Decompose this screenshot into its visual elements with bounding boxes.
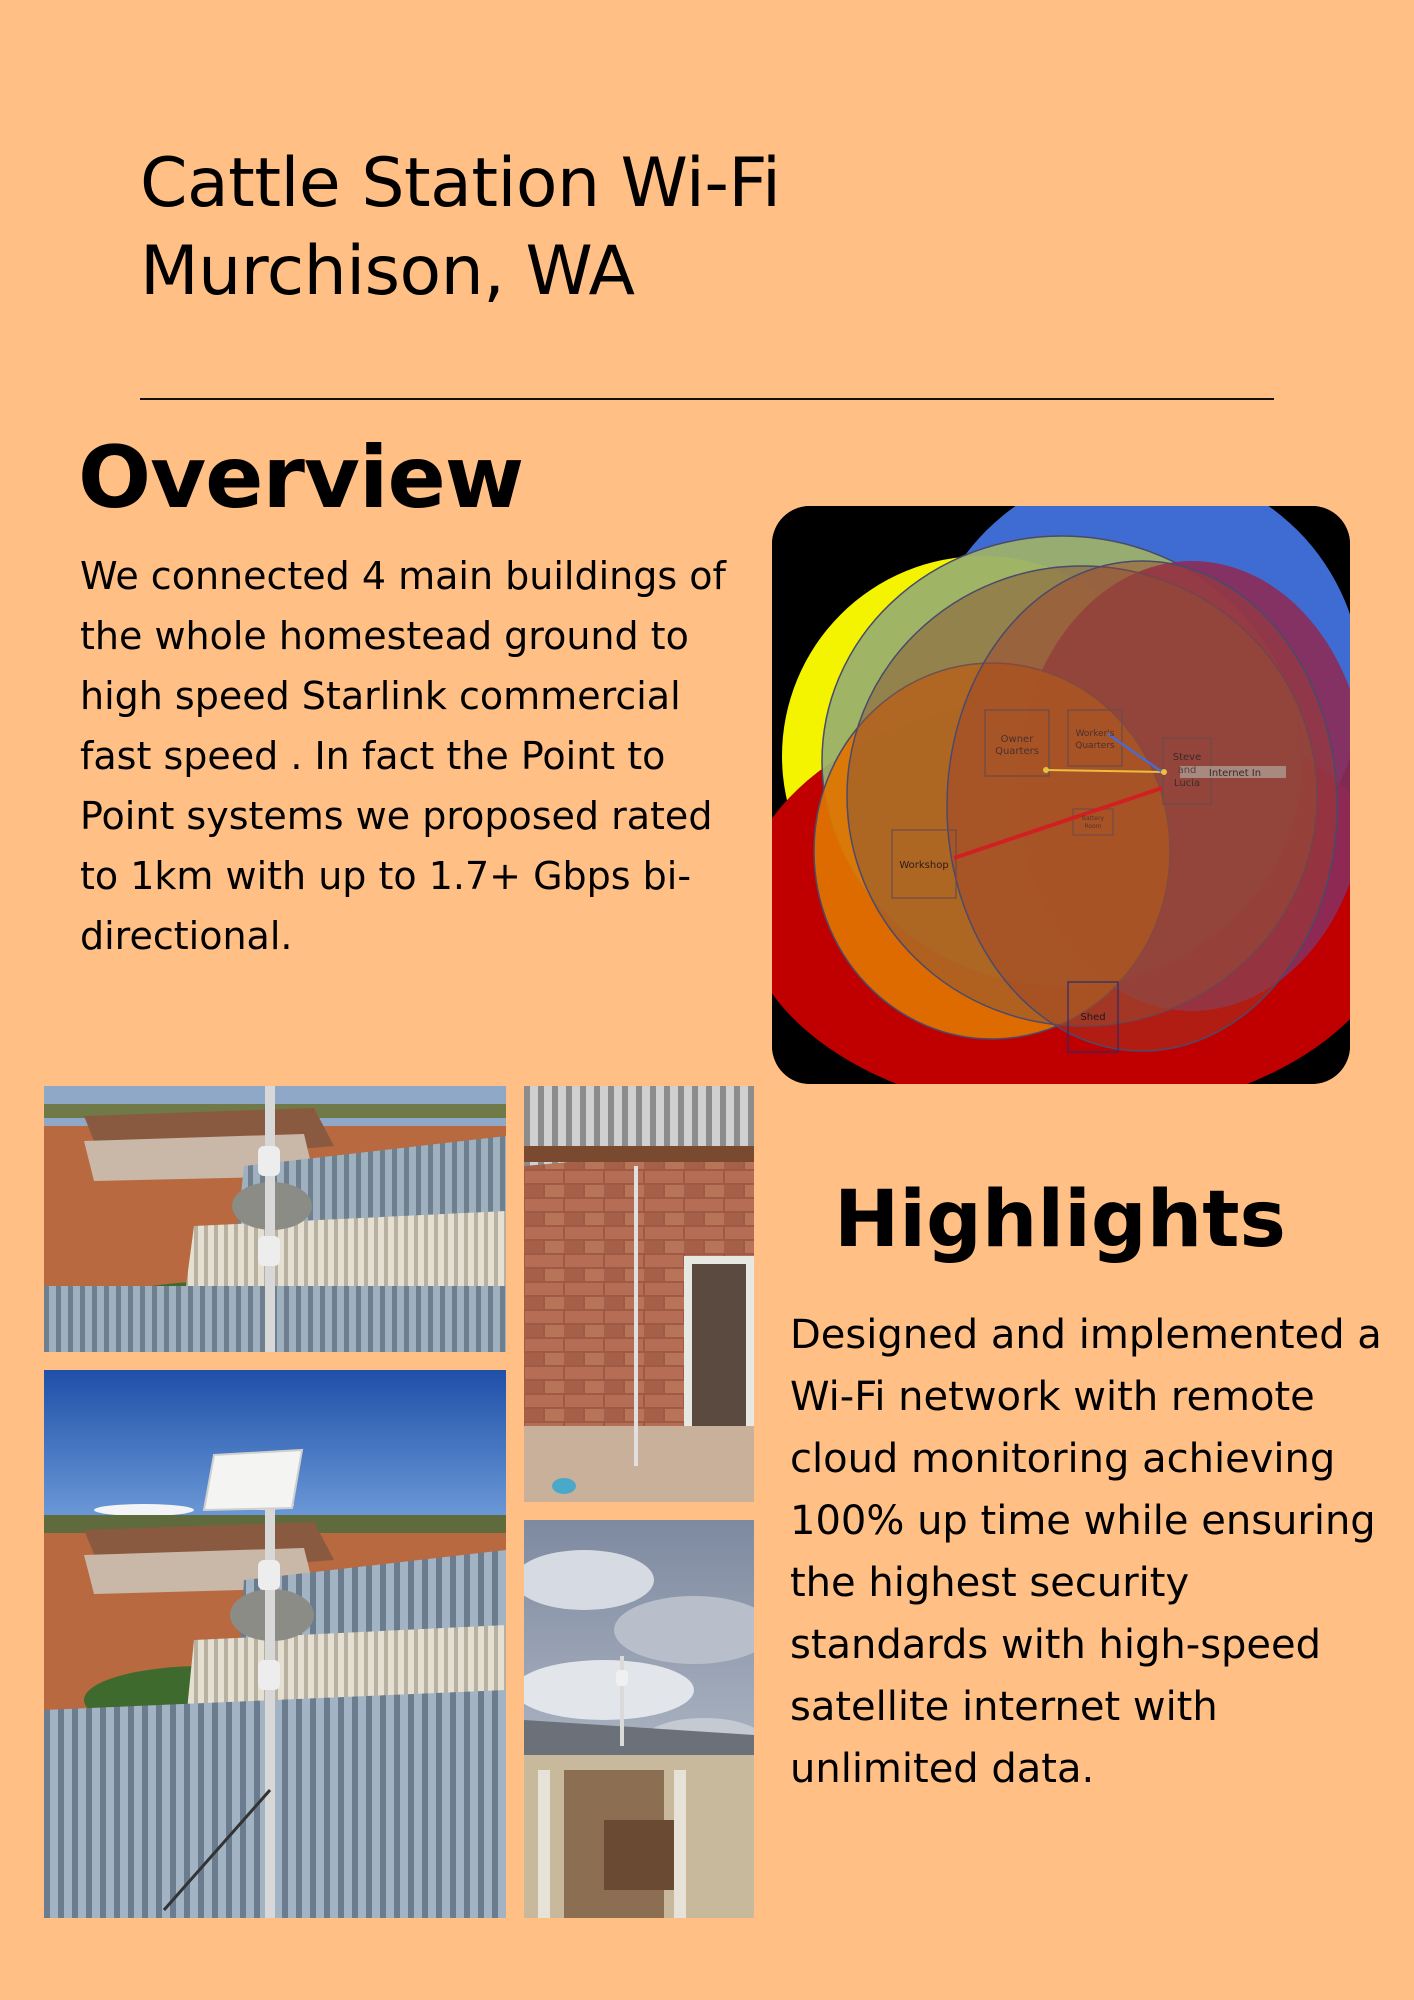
label-owner-quarters-1: Owner xyxy=(1000,734,1034,745)
label-steve-3: Lucia xyxy=(1173,778,1201,789)
stone-wall-conduit-photo xyxy=(524,1086,754,1502)
label-shed: Shed xyxy=(1080,1012,1106,1023)
coverage-map-svg xyxy=(772,506,1350,1084)
rooftop-antenna-photo xyxy=(44,1086,506,1352)
title-line-2: Murchison, WA xyxy=(140,232,635,311)
starlink-dish-photo xyxy=(44,1370,506,1918)
label-battery-room-2: Room xyxy=(1084,823,1102,830)
label-workers-quarters-2: Quarters xyxy=(1075,741,1115,751)
label-owner-quarters-2: Quarters xyxy=(995,746,1039,757)
highlights-heading: Highlights xyxy=(834,1175,1286,1265)
zone-overlap xyxy=(947,561,1337,1051)
overview-text: We connected 4 main buildings of the whole homestead ground to high speed Starlink commercial fast speed . In fact the Point to Point systems we proposed rated to 1km with up to 1.7+ Gbps bi-directional. xyxy=(80,554,726,958)
coverage-map xyxy=(772,506,1350,1084)
label-internet-in: Internet In xyxy=(1208,768,1262,779)
label-steve-2: and xyxy=(1177,765,1197,776)
cloudy-sky-mast-photo xyxy=(524,1520,754,1918)
label-workers-quarters-1: Worker's xyxy=(1075,729,1115,739)
label-steve-1: Steve xyxy=(1172,752,1202,763)
divider xyxy=(140,398,1274,400)
label-battery-room-1: Battery xyxy=(1081,815,1105,822)
highlights-text: Designed and implemented a Wi-Fi network with remote cloud monitoring achieving 100% up time while ensuring the highest security standards with high-speed satellite internet with unlimited data. xyxy=(790,1312,1382,1792)
title-line-1: Cattle Station Wi-Fi xyxy=(140,144,781,223)
page-title xyxy=(140,140,780,316)
label-workshop: Workshop xyxy=(899,860,949,871)
overview-heading: Overview xyxy=(78,428,524,528)
